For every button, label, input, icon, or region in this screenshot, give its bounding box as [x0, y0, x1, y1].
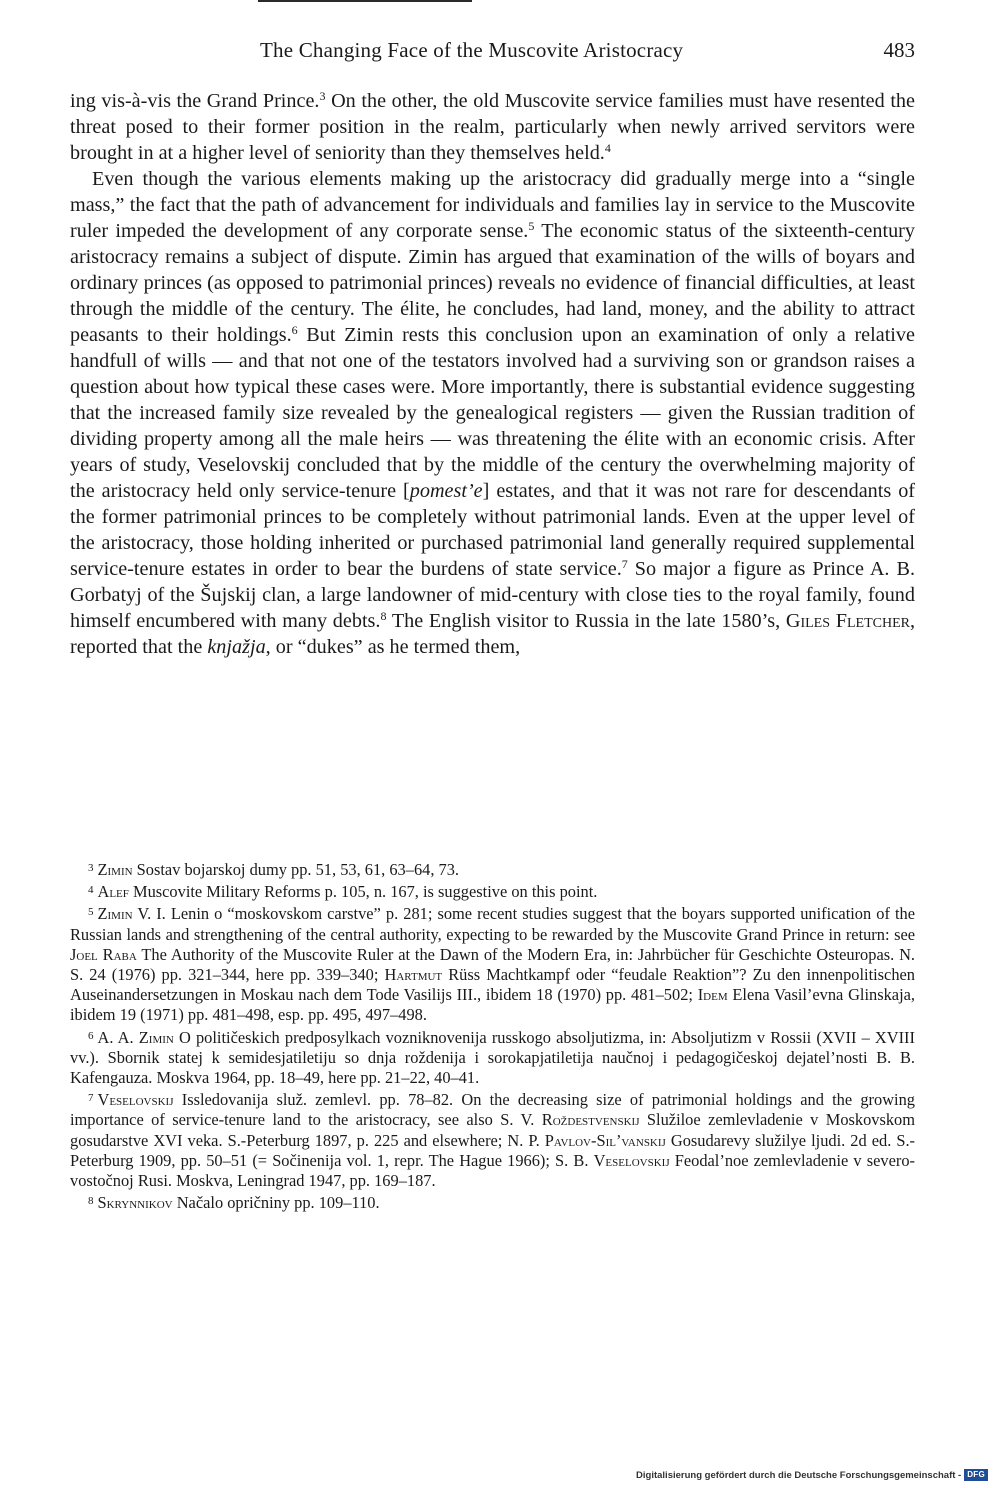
- footnote-5: $^5$ Zimin V. I. Lenin o “moskovskom carstve” p. 281; some recent studies suggest that the boyars supported unification of the Russian lands and strengthening of the central authority, expecting to be rewarded by the Muscovite Grand Prince in return: see Joel Raba The Authority of the Muscovite Ruler at the Dawn of the Modern Era, in: Jahrbücher für Geschichte Osteuropas. N. S. 24 (1976) pp. 321–344, here pp. 339–340; Hartmut Rüss Machtkampf oder “feudale Reaktion”? Zu den innenpolitischen Auseinandersetzungen in Moskau nach dem Tode Vasilijs III., ibidem 18 (1970) pp. 481–502; Idem Elena Vasil’evna Glinskaja, ibidem 19 (1971) pp. 481–498, esp. pp. 495, 497–498.: [70, 904, 916, 1025]
- digitization-credit: [636, 1468, 988, 1482]
- footnote-ref: 4: [604, 141, 611, 155]
- body-text: [70, 88, 915, 660]
- footnote-ref: 3: [319, 89, 326, 103]
- dfg-logo: DFG: [964, 1469, 988, 1481]
- author-name: Giles Fletcher: [785, 610, 910, 632]
- footnote-8: $^8$ Skrynnikov Načalo opričniny pp. 109–110.: [88, 1193, 380, 1213]
- footnote-ref: 6: [291, 323, 298, 337]
- footnotes: [70, 858, 915, 1213]
- running-head: [70, 38, 915, 64]
- footnote-4: $^4$ Alef Muscovite Military Reforms p. 105, n. 167, is suggestive on this point.: [88, 882, 598, 902]
- footnote-ref: 5: [528, 219, 535, 233]
- italic-term: knjažja: [207, 636, 266, 658]
- running-title: The Changing Face of the Muscovite Aristocracy: [260, 38, 684, 62]
- italic-term: pomest’e: [409, 480, 483, 502]
- footnote-ref: 7: [621, 557, 628, 571]
- top-edge-rule: [258, 0, 472, 2]
- paragraph: Even though the various elements making up the aristocracy did gradually merge into a “single mass,” the fact that the path of advancement for individuals and families lay in service to the Muscovite ruler impeded the development of any corporate sense.$^5$ The economic status of the sixteenth-century aristocracy remains a subject of dispute. Zimin has argued that examination of the wills of boyars and ordinary princes (as opposed to patrimonial princes) reveals no evidence of financial difficulties, at least through the middle of the century. The élite, he concludes, had land, money, and the ability to attract peasants to their holdings.$^6$ But Zimin rests this conclusion upon an examination of only a relative handfull of wills — and that not one of the testators involved had a surviving son or grandson raises a question about how typical these cases were. More importantly, there is substantial evidence suggesting that the increased family size revealed by the genealogical registers — given the Russian tradition of dividing property among all the male heirs — was threatening the élite with an economic crisis. After years of study, Veselovskij concluded that by the middle of the century the overwhelming majority of the aristocracy held only service-tenure [pomest’e] estates, and that it was not rare for descendants of the former patrimonial princes to be completely without patrimonial lands. Even at the upper level of the aristocracy, those holding inherited or purchased patrimonial land generally required supplemental service-tenure estates in order to bear the burdens of state service.$^7$ So major a figure as Prince A. B. Gorbatyj of the Šujskij clan, a large landowner of mid-century with close ties to the royal family, found himself encumbered with many debts.$^8$ The English visitor to Russia in the late 1580’s, Giles Fletcher, reported that the knjažja, or “dukes” as he termed them,: [70, 168, 916, 658]
- digitization-text: Digitalisierung gefördert durch die Deutsche Forschungsgemeinschaft -: [636, 1469, 962, 1481]
- footnote-7: $^7$ Veselovskij Issledovanija služ. zemlevl. pp. 78–82. On the decreasing size of patrimonial holdings and the growing importance of service-tenure land to the aristocracy, see also S. V. Roždestvenskij Služiloe zemlevladenie v Moskovskom gosudarstve XVI veka. S.-Peterburg 1897, p. 225 and elsewhere; N. P. Pavlov-Sil’vanskij Gosudarevy služilye ljudi. 2d ed. S.-Peterburg 1909, pp. 50–51 (= Sočinenija vol. 1, repr. The Hague 1966); S. B. Veselovskij Feodal’noe zemlevladenie v severo-vostočnoj Rusi. Moskva, Leningrad 1947, pp. 169–187.: [70, 1090, 916, 1191]
- footnote-3: $^3$ Zimin Sostav bojarskoj dumy pp. 51, 53, 61, 63–64, 73.: [88, 860, 460, 879]
- paragraph-continued: ing vis-à-vis the Grand Prince.$^3$ On the other, the old Muscovite service families must have resented the threat posed to their former position in the realm, particularly when newly arrived servitors were brought in at a higher level of seniority than they themselves held.$^4$: [70, 89, 915, 164]
- footnote-6: $^6$ A. A. Zimin O političeskich predposylkach vozniknovenija russkogo absoljutizma, in: Absoljutizm v Rossii (XVII – XVIII vv.). Sbornik statej k semidesjatiletiju so dnja roždenija i sorokapjatiletija naučnoj i pedagogičeskoj dejatel’nosti B. B. Kafengauza. Moskva 1964, pp. 18–49, here pp. 21–22, 40–41.: [70, 1027, 915, 1088]
- page-number: 483: [883, 38, 915, 62]
- footnote-ref: 8: [380, 609, 387, 623]
